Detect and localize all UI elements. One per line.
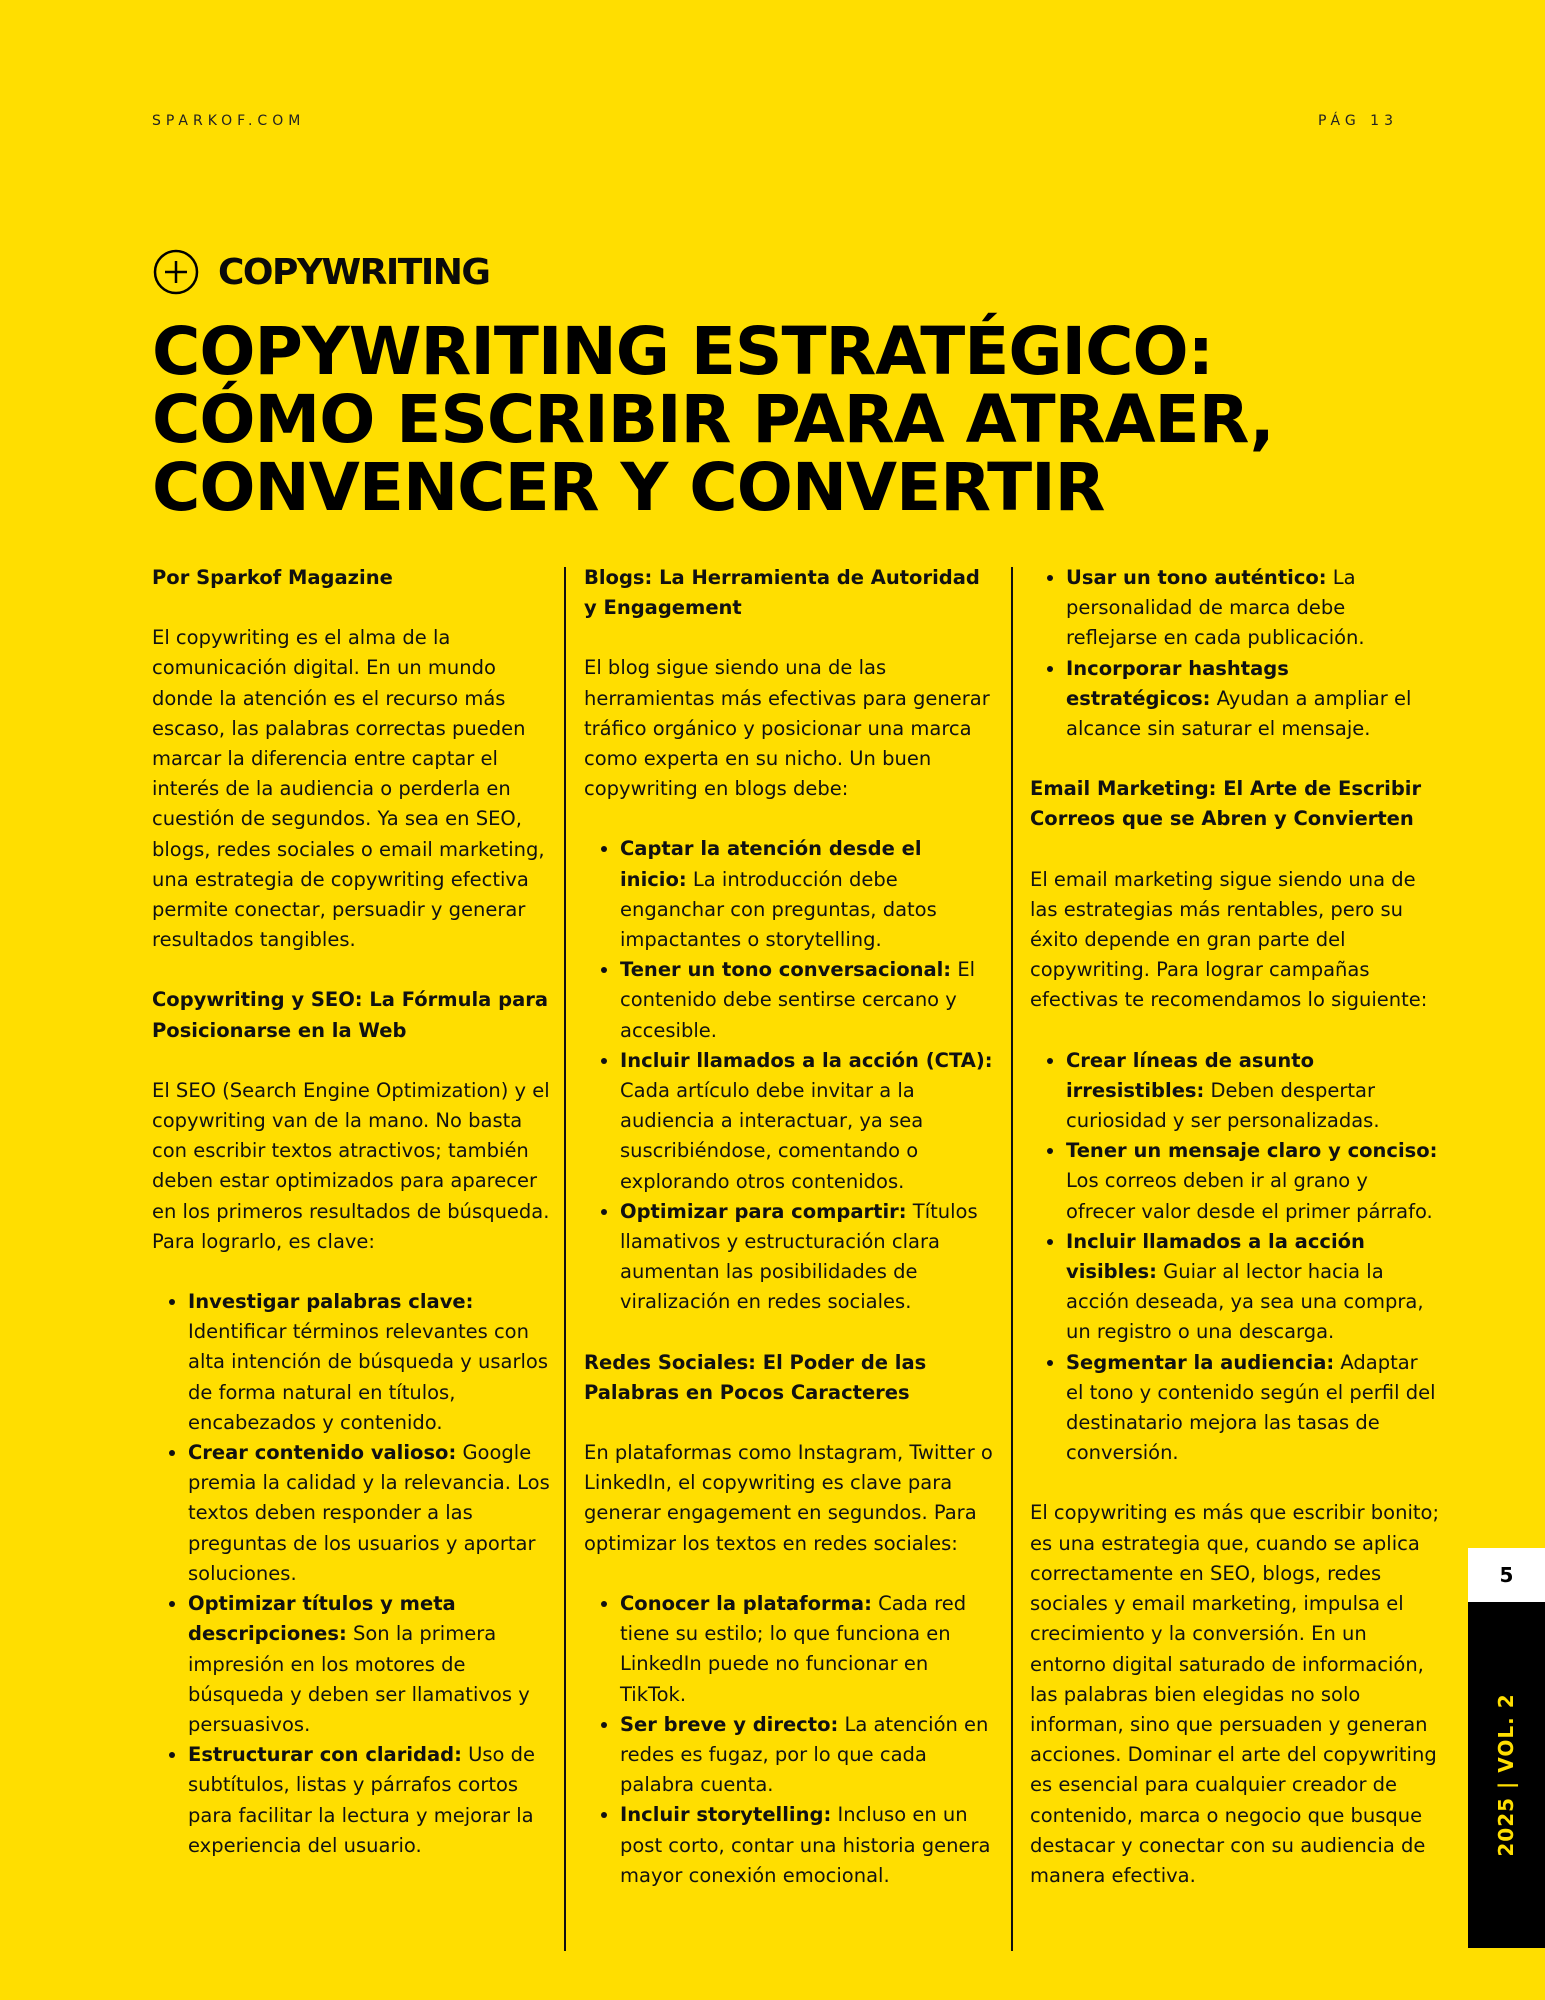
list-item: • Crear líneas de asunto irresistibles: Deben despertar curiosidad y ser personalizadas. [1066,1046,1440,1137]
social-heading: Redes Sociales: El Poder de las Palabras en Pocos Caracteres [584,1350,927,1404]
volume-label: 2025 | VOL. 2 [1494,1693,1518,1857]
byline: Por Sparkof Magazine [152,566,393,589]
site-name: SPARKOF.COM [152,113,306,129]
list-item: • Conocer la plataforma: Cada red tiene su estilo; lo que funciona en LinkedIn puede no funcionar en TikTok. [620,1589,994,1710]
intro-paragraph: El copywriting es el alma de la comunicación digital. En un mundo donde la atención es el recurso más escaso, las palabras correctas pueden marcar la diferencia entre captar el interés de la audiencia o perderla en cuestión de segundos. Ya sea en SEO, blogs, redes sociales o email marketing, una estrategia de copywriting efectiva permite conectar, persuadir y generar resultados tangibles. [152,626,545,952]
section-header [152,248,489,296]
social-list [584,1589,994,1891]
list-item: • Tener un mensaje claro y conciso: Los correos deben ir al grano y ofrecer valor desde el primer párrafo. [1066,1136,1440,1227]
list-item: • Investigar palabras clave: Identificar términos relevantes con alta intención de búsqueda y usarlos de forma natural en títulos, encabezados y contenido. [188,1287,552,1438]
list-item: • Estructurar con claridad: Uso de subtítulos, listas y párrafos cortos para facilitar la lectura y mejorar la experiencia del usuario. [188,1740,552,1861]
column-2 [584,563,994,1891]
column-divider [564,567,566,1951]
column-1 [152,563,552,1861]
page-number: 5 [1468,1548,1545,1602]
article-title: COPYWRITING ESTRATÉGICO: CÓMO ESCRIBIR PARA ATRAER, CONVENCER Y CONVERTIR [152,313,1274,526]
column-divider [1011,567,1013,1951]
email-paragraph: El email marketing sigue siendo una de las estrategias más rentables, pero su éxito depende en gran parte del copywriting. Para lograr campañas efectivas te recomendamos lo siguiente: [1030,867,1428,1012]
list-item: • Usar un tono auténtico: La personalidad de marca debe reflejarse en cada publicación. [1066,563,1440,654]
list-item: • Ser breve y directo: La atención en redes es fugaz, por lo que cada palabra cuenta. [620,1710,994,1801]
blogs-paragraph: El blog sigue siendo una de las herramientas más efectivas para generar tráfico orgánico y posicionar una marca como experta en su nicho. Un buen copywriting en blogs debe: [584,656,990,801]
plus-circle-icon [152,248,200,296]
seo-paragraph: El SEO (Search Engine Optimization) y el copywriting van de la mano. No basta con escribir textos atractivos; también deben estar optimizados para aparecer en los primeros resultados de búsqueda. Para lograrlo, es clave: [152,1078,550,1253]
section-label: COPYWRITING [218,251,490,293]
list-item: • Tener un tono conversacional: El contenido debe sentirse cercano y accesible. [620,955,994,1046]
list-item: • Optimizar títulos y meta descripciones: Son la primera impresión en los motores de búsqueda y deben ser llamativos y persuasivos. [188,1589,552,1740]
seo-list [152,1287,552,1861]
list-item: • Crear contenido valioso: Google premia la calidad y la relevancia. Los textos deben responder a las preguntas de los usuarios y aportar soluciones. [188,1438,552,1589]
volume-strip [1468,1602,1545,1948]
email-heading: Email Marketing: El Arte de Escribir Correos que se Abren y Convierten [1030,777,1422,831]
column-3 [1030,563,1440,1891]
seo-heading: Copywriting y SEO: La Fórmula para Posicionarse en la Web [152,988,548,1042]
list-item: • Incluir storytelling: Incluso en un post corto, contar una historia genera mayor conexión emocional. [620,1800,994,1891]
list-item: • Incorporar hashtags estratégicos: Ayudan a ampliar el alcance sin saturar el mensaje. [1066,654,1440,745]
blogs-list [584,834,994,1317]
list-item: • Incluir llamados a la acción visibles: Guiar al lector hacia la acción deseada, ya sea una compra, un registro o una descarga. [1066,1227,1440,1348]
list-item: • Captar la atención desde el inicio: La introducción debe enganchar con preguntas, datos impactantes o storytelling. [620,834,994,955]
social-paragraph: En plataformas como Instagram, Twitter o LinkedIn, el copywriting es clave para generar engagement en segundos. Para optimizar los textos en redes sociales: [584,1441,993,1555]
list-item: • Segmentar la audiencia: Adaptar el tono y contenido según el perfil del destinatario mejora las tasas de conversión. [1066,1348,1440,1469]
email-list [1030,1046,1440,1469]
conclusion-paragraph: El copywriting es más que escribir bonito; es una estrategia que, cuando se aplica correctamente en SEO, blogs, redes sociales y email marketing, impulsa el crecimiento y la conversión. En un entorno digital saturado de información, las palabras bien elegidas no solo informan, sino que persuaden y generan acciones. Dominar el arte del copywriting es esencial para cualquier creador de contenido, marca o negocio que busque destacar y conectar con su audiencia de manera efectiva. [1030,1501,1440,1887]
blogs-heading: Blogs: La Herramienta de Autoridad y Engagement [584,566,980,620]
page-label: PÁG 13 [1318,113,1398,129]
list-item: • Optimizar para compartir: Títulos llamativos y estructuración clara aumentan las posibilidades de viralización en redes sociales. [620,1197,994,1318]
social-list-continued [1030,563,1440,744]
list-item: • Incluir llamados a la acción (CTA): Cada artículo debe invitar a la audiencia a interactuar, ya sea suscribiéndose, comentando o explorando otros contenidos. [620,1046,994,1197]
